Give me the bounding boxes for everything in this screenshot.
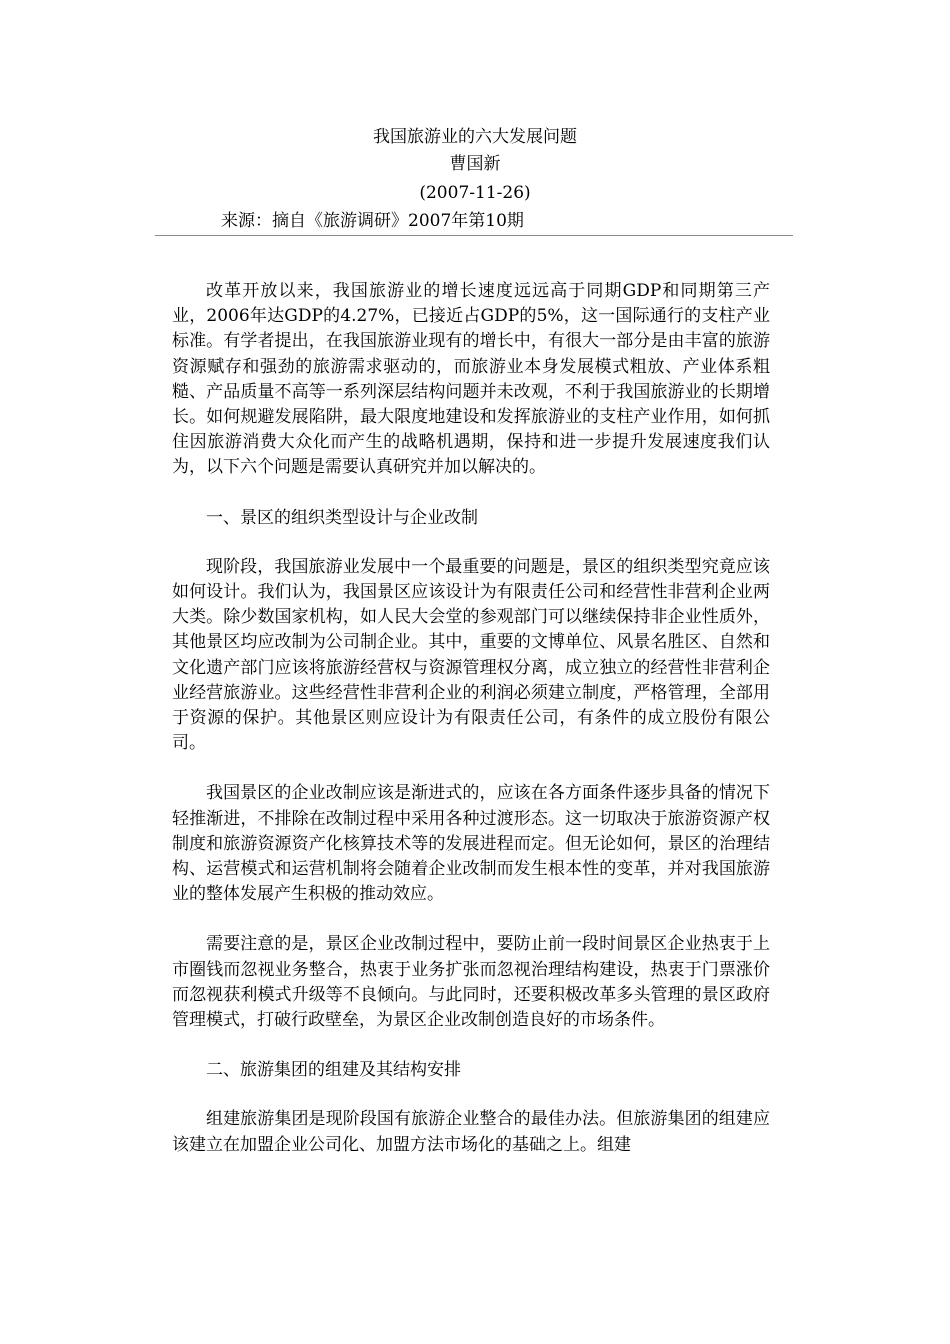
header-divider xyxy=(155,235,793,236)
paragraph: 组建旅游集团是现阶段国有旅游企业整合的最佳办法。但旅游集团的组建应该建立在加盟企业公司化、加盟方法市场化的基础之上。组建 xyxy=(172,1109,770,1155)
section-heading-2: 二、旅游集团的组建及其结构安排 xyxy=(206,1060,461,1081)
paragraph: 现阶段，我国旅游业发展中一个最重要的问题是，景区的组织类型究竟应该如何设计。我们认为，我国景区应该设计为有限责任公司和经营性非营利企业两大类。除少数国家机构，如人民大会堂的参观部门可以继续保持非企业性质外，其他景区均应改制为公司制企业。其中，重要的文博单位、风景名胜区、自然和文化遗产部门应该将旅游经营权与资源管理权分离，成立独立的经营性非营利企业经营旅游业。这些经营性非营利企业的利润必须建立制度，严格管理，全部用于资源的保护。其他景区则应设计为有限责任公司，有条件的成立股份有限公司。 xyxy=(172,556,770,754)
document-body xyxy=(172,279,770,1183)
document-title: 我国旅游业的六大发展问题 xyxy=(373,127,577,147)
section-heading-1: 一、景区的组织类型设计与企业改制 xyxy=(206,507,478,528)
document-source: 来源：摘自《旅游调研》2007年第10期 xyxy=(221,211,524,231)
paragraph: 需要注意的是，景区企业改制过程中，要防止前一段时间景区企业热衷于上市圈钱而忽视业务整合，热衷于业务扩张而忽视治理结构建设，热衷于门票涨价而忽视获利模式升级等不良倾向。与此同时，还要积极改革多头管理的景区政府管理模式，打破行政壁垒，为景区企业改制创造良好的市场条件。 xyxy=(172,934,770,1031)
paragraph: 我国景区的企业改制应该是渐进式的，应该在各方面条件逐步具备的情况下轻推渐进，不排除在改制过程中采用各种过渡形态。这一切取决于旅游资源产权制度和旅游资源资产化核算技术等的发展进程而定。但无论如何，景区的治理结构、运营模式和运营机制将会随着企业改制而发生根本性的变革，并对我国旅游业的整体发展产生积极的推动效应。 xyxy=(172,783,770,905)
document-author: 曹国新 xyxy=(449,154,501,174)
document-date: (2007-11-26) xyxy=(419,183,531,203)
paragraph-intro: 改革开放以来，我国旅游业的增长速度远远高于同期GDP和同期第三产业，2006年达GDP的4.27%，已接近占GDP的5%，这一国际通行的支柱产业标准。有学者提出，在我国旅游业现有的增长中，有很大一部分是由丰富的旅游资源赋存和强劲的旅游需求驱动的，而旅游业本身发展模式粗放、产业体系粗糙、产品质量不高等一系列深层结构问题并未改观，不利于我国旅游业的长期增长。如何规避发展陷阱，最大限度地建设和发挥旅游业的支柱产业作用，如何抓住因旅游消费大众化而产生的战略机遇期，保持和进一步提升发展速度我们认为，以下六个问题是需要认真研究并加以解决的。 xyxy=(172,281,770,478)
